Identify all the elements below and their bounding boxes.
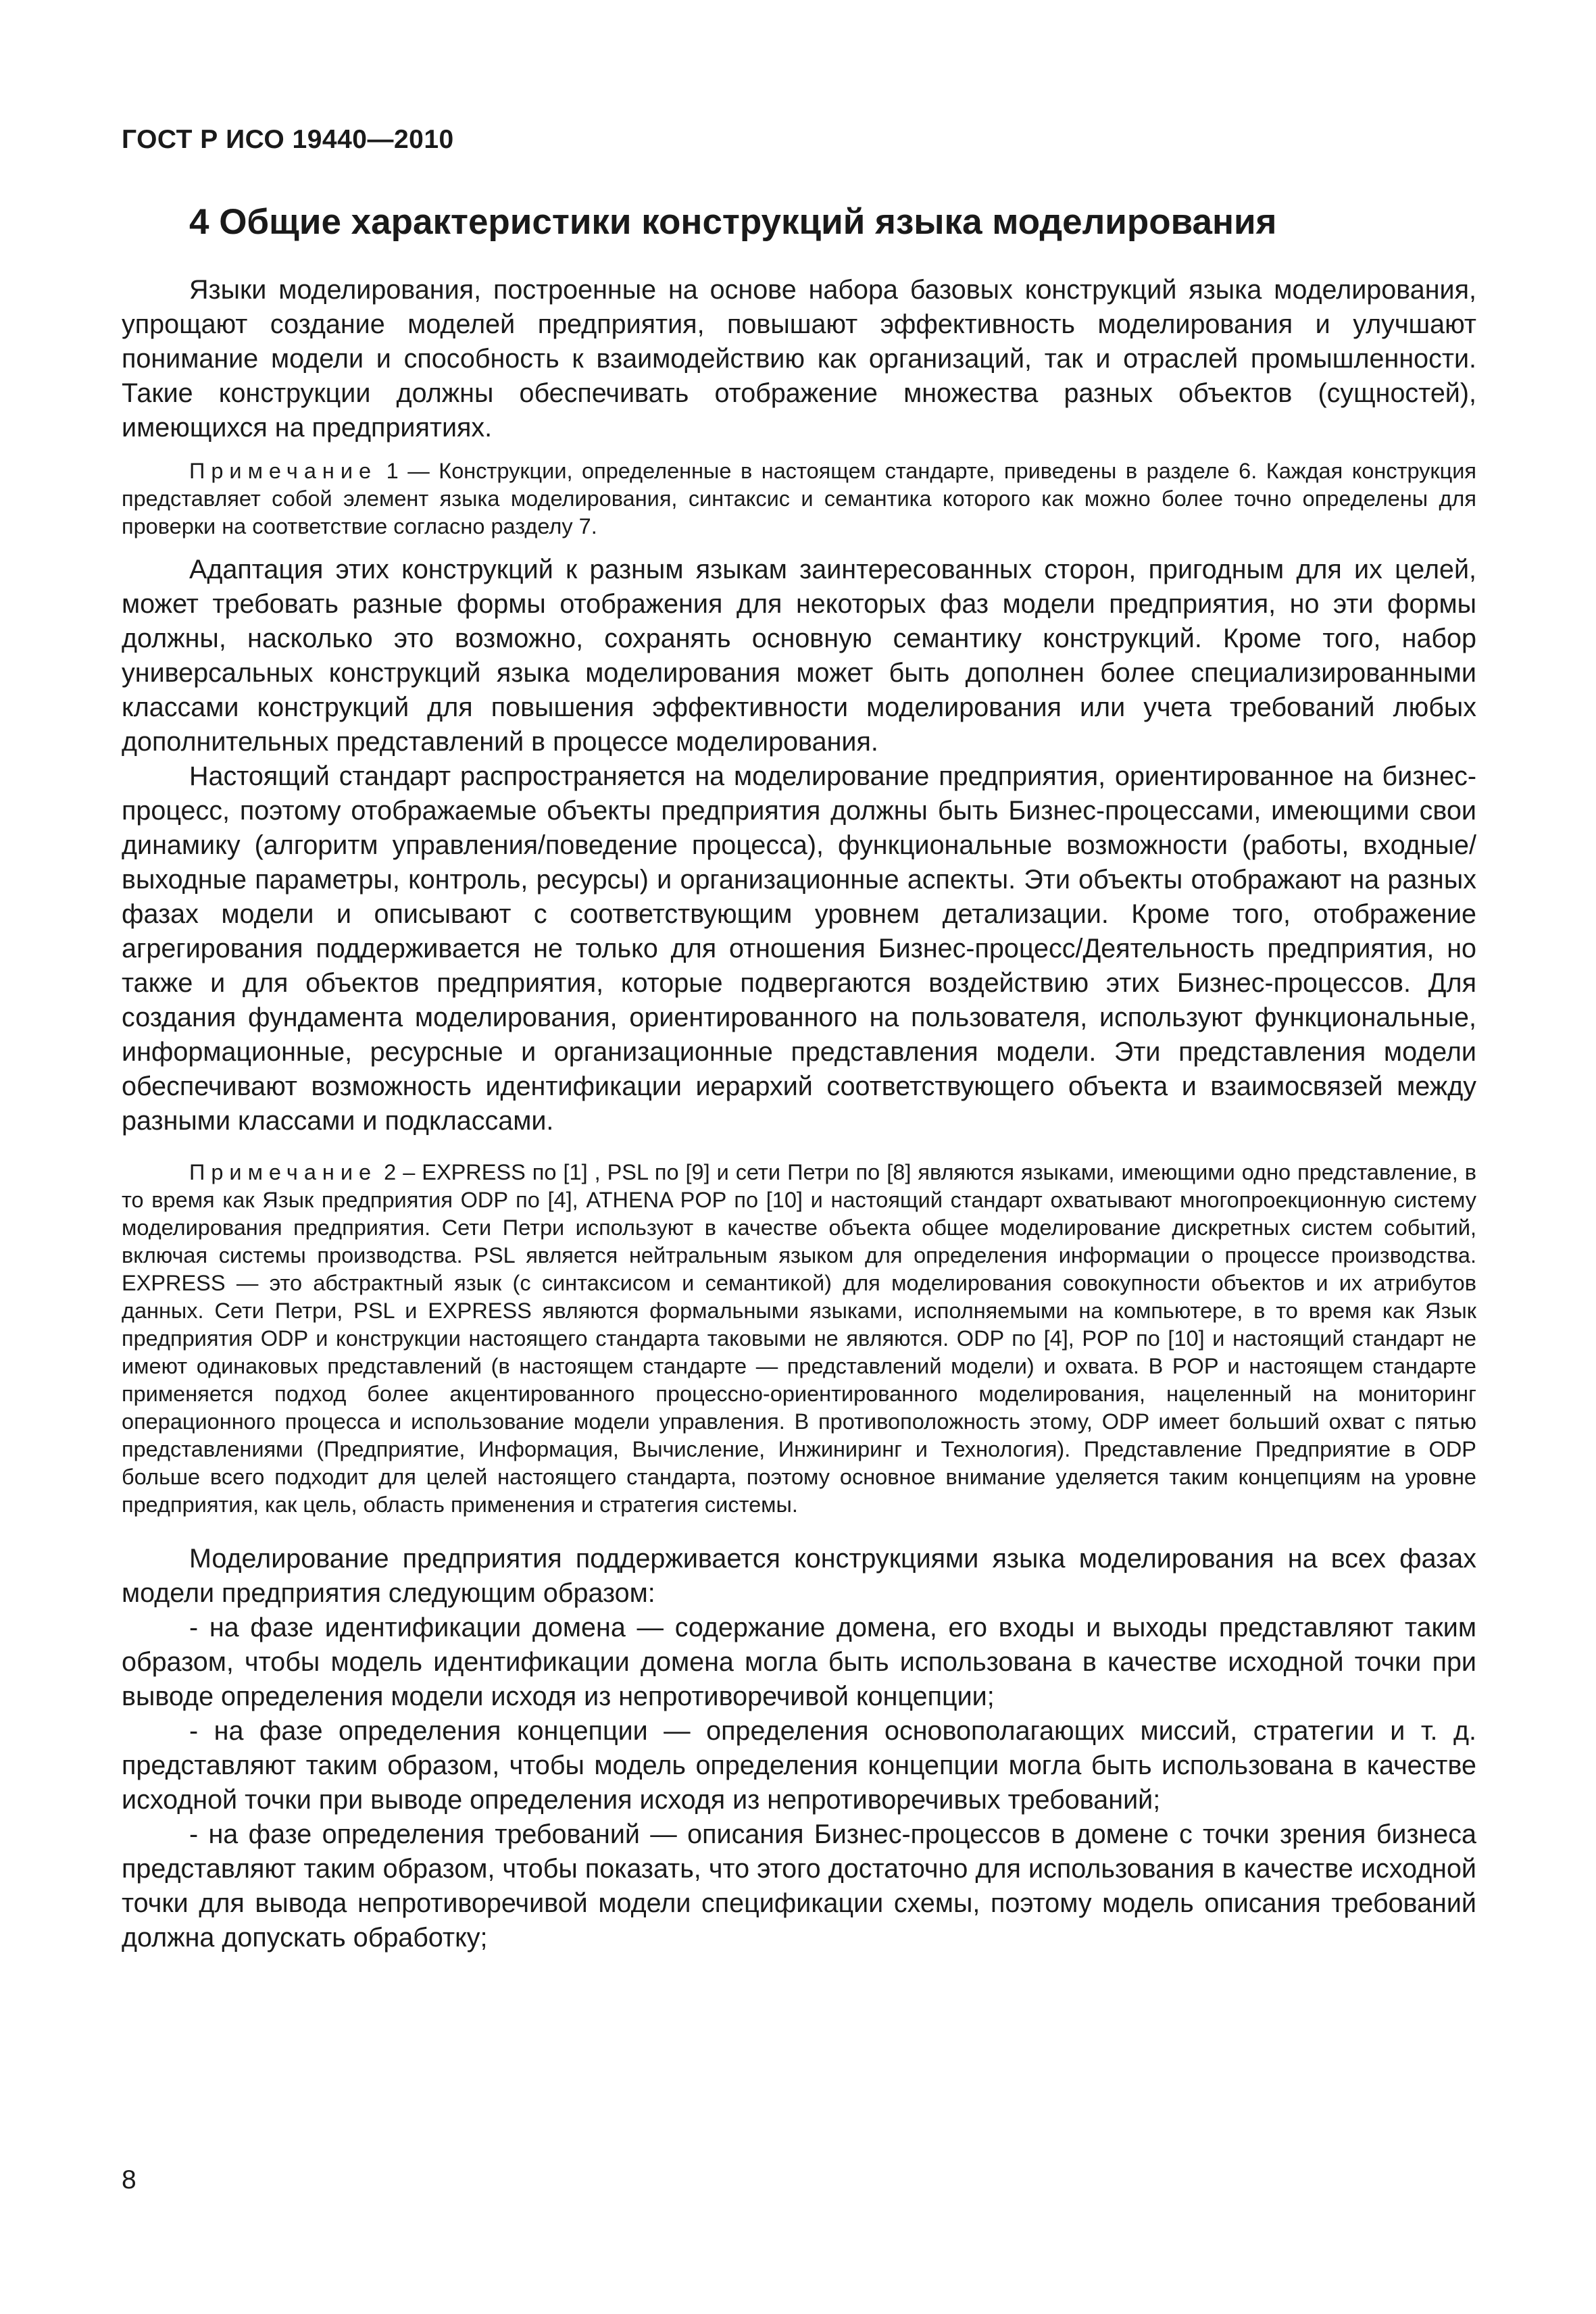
note-text: 1 — Конструкции, определенные в настоящем стандарте, приведены в разделе 6. Каждая конструкция представляет собой элемент языка моделирования, синтаксис и семантика которого как можно более точно определены для проверки на соответствие согласно разделу 7. bbox=[122, 459, 1476, 538]
document-header: ГОСТ Р ИСО 19440—2010 bbox=[122, 125, 454, 154]
note-text: 2 – EXPRESS по [1] , PSL по [9] и сети Петри по [8] являются языками, имеющими одно представление, в то время как Язык предприятия ODP по [4], ATHENA POP по [10] и настоящий стандарт охватывают многопроекционную систему моделирования предприятия. Сети Петри используют в качестве объекта общее моделирование дискретных систем событий, включая системы производства. PSL является нейтральным языком для определения информации о процессе производства. EXPRESS — это абстрактный язык (с синтаксисом и семантикой) для моделирования совокупности объектов и их атрибутов данных. Сети Петри, PSL и EXPRESS являются формальными языками, исполняемыми на компьютере, в то время как Язык предприятия ODP и конструкции настоящего стандарта таковыми не являются. ODP по [4], POP по [10] и настоящий стандарт не имеют одинаковых представлений (в настоящем стандарте — представлений модели) и охвата. В POP и настоящем стандарте применяется подход более акцентированного процессно-ориентированного моделирования, нацеленный на мониторинг операционного процесса и использование модели управления. В противоположность этому, ODP имеет больший охват с пятью представлениями (Предприятие, Информация, Вычисление, Инжиниринг и Технология). Представление Предприятие в ODP больше всего подходит для целей настоящего стандарта, поэтому основное внимание уделяется таким концепциям на уровне предприятия, как цель, область применения и стратегия системы. bbox=[122, 1160, 1477, 1517]
section-title: 4 Общие характеристики конструкций языка моделирования bbox=[189, 202, 1277, 242]
paragraph: Адаптация этих конструкций к разным языкам заинтересованных сторон, пригодным для их целей, может требовать разные формы отображения для некоторых фаз модели предприятия, но эти формы должны, насколько это возможно, сохранять основную семантику конструкций. Кроме того, набор универсальных конструкций языка моделирования может быть дополнен более специализированными классами конструкций для повышения эффективности моделирования или учета требований любых дополнительных представлений в процессе моделирования. bbox=[122, 555, 1476, 757]
list-item: - на фазе определения требований — описания Бизнес-процессов в домене с точки зрения бизнеса представляют таким образом, чтобы показать, что этого достаточно для использования в качестве исходной точки для вывода непротиворечивой модели спецификации схемы, поэтому модель описания требований должна допускать обработку; bbox=[122, 1819, 1476, 1953]
list-item: - на фазе идентификации домена — содержание домена, его входы и выходы представляют таким образом, чтобы модель идентификации домена могла быть использована в качестве исходной точки при выводе определения модели исходя из непротиворечивой концепции; bbox=[122, 1613, 1476, 1711]
note bbox=[122, 457, 1476, 540]
note-label: Примечание bbox=[189, 1160, 378, 1184]
list-item: - на фазе определения концепции — определения основополагающих миссий, стратегии и т. д. представляют таким образом, чтобы модель определения концепции могла быть использована в качестве исходной точки при выводе определения исходя из непротиворечивых требований; bbox=[122, 1716, 1476, 1815]
paragraph: Настоящий стандарт распространяется на моделирование предприятия, ориентированное на бизнес-процесс, поэтому отображаемые объекты предприятия должны быть Бизнес-процессами, имеющими свои динамику (алгоритм управления/поведение процесса), функциональные возможности (работы, входные/выходные параметры, контроль, ресурсы) и организационные аспекты. Эти объекты отображают на разных фазах модели и описывают с соответствующим уровнем детализации. Кроме того, отображение агрегирования поддерживается не только для отношения Бизнес-процесс/Деятельность предприятия, но также и для объектов предприятия, которые подвергаются воздействию этих Бизнес-процессов. Для создания фундамента моделирования, ориентированного на пользователя, используют функциональные, информационные, ресурсные и организационные представления модели. Эти представления модели обеспечивают возможность идентификации иерархий соответствующего объекта и взаимосвязей между разными классами и подклассами. bbox=[122, 761, 1476, 1136]
note bbox=[122, 1159, 1476, 1519]
note-label: Примечание bbox=[189, 459, 378, 483]
paragraph: Моделирование предприятия поддерживается конструкциями языка моделирования на всех фазах модели предприятия следующим образом: bbox=[122, 1544, 1476, 1608]
document-body bbox=[122, 273, 1476, 1955]
page-number: 8 bbox=[122, 2165, 136, 2194]
paragraph: Языки моделирования, построенные на основе набора базовых конструкций языка моделирования, упрощают создание моделей предприятия, повышают эффективность моделирования и улучшают понимание модели и способность к взаимодействию как организаций, так и отраслей промышленности. Такие конструкции должны обеспечивать отображение множества разных объектов (сущностей), имеющихся на предприятиях. bbox=[122, 275, 1476, 443]
